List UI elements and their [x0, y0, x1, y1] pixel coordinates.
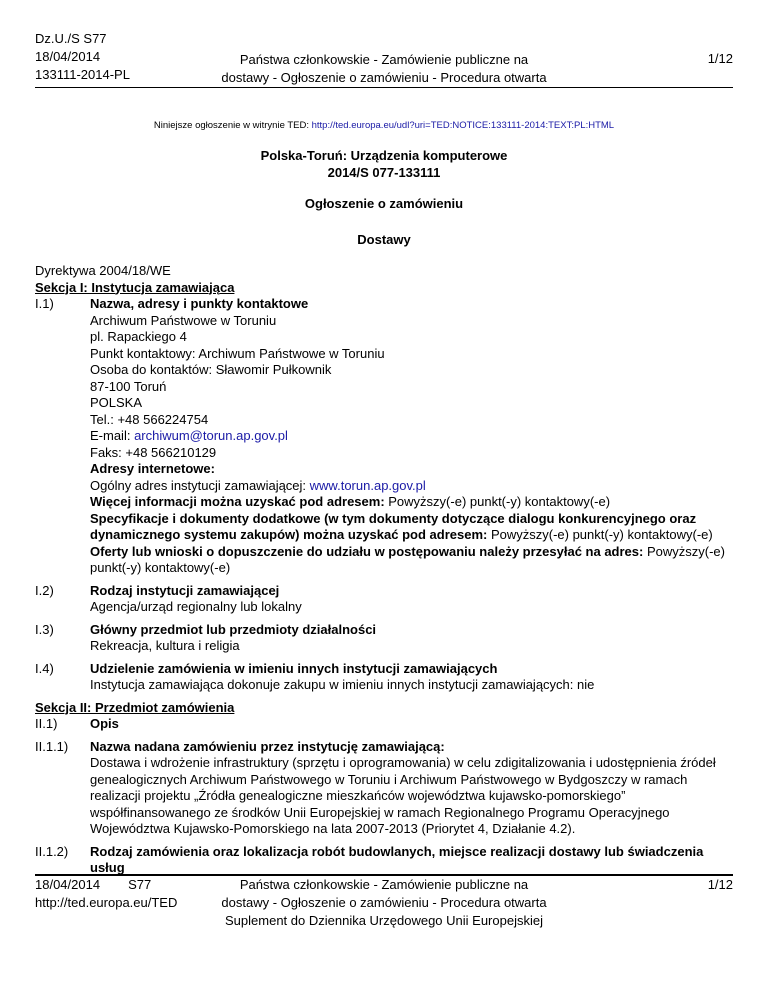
item-ii-1	[35, 716, 733, 733]
spec-label: Specyfikacje i dokumenty dodatkowe (w tym dokumenty dotyczące dialogu konkurencyjnego oraz dynamicznego systemu zakupów) można uzyskać pod adresem:	[90, 510, 697, 542]
item-i-4	[35, 661, 733, 694]
address-line: Punkt kontaktowy: Archiwum Państwowe w Toruniu	[90, 345, 385, 361]
spec-value: Powyższy(-e) punkt(-y) kontaktowy(-e)	[490, 527, 713, 542]
document-body	[35, 263, 733, 877]
item-ii-1-2	[35, 844, 733, 877]
spec-line	[90, 511, 733, 544]
footer-title-line: Suplement do Dziennika Urzędowego Unii Europejskiej	[225, 913, 543, 928]
footer-title	[35, 876, 733, 930]
item-number: I.3)	[35, 621, 54, 637]
section-1-title: Sekcja I: Instytucja zamawiająca	[35, 279, 235, 295]
more-info-value: Powyższy(-e) punkt(-y) kontaktowy(-e)	[388, 494, 611, 509]
item-number: I.1)	[35, 296, 54, 311]
title-location: Polska-Toruń: Urządzenia komputerowe	[260, 148, 508, 163]
address-line: 87-100 Toruń	[90, 378, 167, 394]
announcement-type: Ogłoszenie o zamówieniu	[304, 196, 464, 211]
offers-label: Oferty lub wnioski o dopuszczenie do udziału w postępowaniu należy przesyłać na adres:	[90, 543, 647, 559]
web-link[interactable]: www.torun.ap.gov.pl	[309, 477, 426, 493]
web-line	[90, 478, 733, 495]
address-line: Osoba do kontaktów: Sławomir Pułkownik	[90, 362, 332, 377]
address-line: POLSKA	[90, 395, 143, 410]
more-info-line	[90, 494, 733, 511]
item-number: II.1.2)	[35, 843, 69, 859]
item-number: I.4)	[35, 660, 54, 676]
item-number: II.1)	[35, 716, 58, 731]
header-journal: Dz.U./S S77	[35, 31, 107, 46]
item-i-1	[35, 296, 733, 577]
ted-notice	[0, 120, 768, 131]
header-title-line: dostawy - Ogłoszenie o zamówieniu - Procedura otwarta	[221, 70, 547, 85]
web-heading: Adresy internetowe:	[90, 461, 215, 476]
item-heading: Rodzaj instytucji zamawiającej	[90, 582, 280, 598]
item-number: I.2)	[35, 582, 54, 598]
item-ii-1-1	[35, 739, 733, 838]
item-number: II.1.1)	[35, 738, 69, 754]
item-heading: Główny przedmiot lub przedmioty działalności	[90, 621, 377, 637]
item-text: Rekreacja, kultura i religia	[90, 638, 240, 653]
item-text: Instytucja zamawiająca dokonuje zakupu w imieniu innych instytucji zamawiających: nie	[90, 677, 595, 692]
contract-type: Dostawy	[357, 232, 411, 247]
item-heading: Rodzaj zamówienia oraz lokalizacja robót budowlanych, miejsce realizacji dostawy lub świadczenia usług	[90, 843, 704, 875]
item-content	[90, 622, 733, 655]
footer-page-number: 1/12	[707, 877, 733, 892]
footer-title-line: Państwa członkowskie - Zamówienie publiczne na	[239, 877, 529, 892]
page-header	[35, 30, 733, 86]
header-divider	[35, 87, 733, 88]
ted-notice-link[interactable]: http://ted.europa.eu/udl?uri=TED:NOTICE:133111-2014:TEXT:PL:HTML	[311, 120, 615, 131]
item-heading: Nazwa, adresy i punkty kontaktowe	[90, 296, 309, 311]
item-content	[90, 739, 733, 838]
title-notice-number: 2014/S 077-133111	[327, 165, 441, 180]
header-page-number: 1/12	[707, 51, 733, 66]
email-line	[90, 428, 733, 445]
web-label: Ogólny adres instytucji zamawiającej:	[90, 477, 310, 493]
item-content	[90, 296, 733, 577]
item-heading: Opis	[90, 716, 119, 731]
offers-line	[90, 544, 733, 577]
email-label: E-mail:	[90, 428, 135, 443]
item-text: Agencja/urząd regionalny lub lokalny	[90, 599, 302, 614]
item-text: Dostawa i wdrożenie infrastruktury (sprzętu i oprogramowania) w celu zdigitalizowania i udostępnienia źródeł genealogicznych Archiwum Państwowego w Toruniu i Archiwum Państwowego w Bydgoszczy w ramach realizacji projektu „Źródła genealogiczne mieszkańców województwa kujawsko-pomorskiego” współfinansowanego ze środków Unii Europejskiej w ramach Regionalnego Programu Operacyjnego Województwa Kujawsko-Pomorskiego na lata 2007-2013 (Priorytet 4, Działanie 4.2).	[90, 755, 716, 836]
directive: Dyrektywa 2004/18/WE	[35, 263, 171, 278]
header-notice-id: 133111-2014-PL	[35, 67, 130, 82]
ted-notice-label: Niniejsze ogłoszenie w witrynie TED:	[153, 120, 312, 131]
offers-value: Powyższy(-e) punkt(-y) kontaktowy(-e)	[90, 543, 725, 575]
address-line: pl. Rapackiego 4	[90, 329, 187, 344]
item-i-3	[35, 622, 733, 655]
fax-line: Faks: +48 566210129	[90, 444, 217, 460]
item-content	[90, 661, 733, 694]
header-title	[35, 51, 733, 87]
email-link[interactable]: archiwum@torun.ap.gov.pl	[134, 428, 288, 443]
footer-issue: S77	[128, 877, 152, 892]
item-content	[90, 583, 733, 616]
item-heading: Udzielenie zamówienia w imieniu innych instytucji zamawiających	[90, 660, 498, 676]
item-i-2	[35, 583, 733, 616]
header-title-line: Państwa członkowskie - Zamówienie publiczne na	[239, 52, 529, 67]
page-footer	[35, 876, 733, 936]
footer-url: http://ted.europa.eu/TED	[35, 895, 178, 910]
item-heading: Nazwa nadana zamówieniu przez instytucję zamawiającą:	[90, 738, 445, 754]
phone-line: Tel.: +48 566224754	[90, 411, 209, 427]
header-date: 18/04/2014	[35, 49, 101, 64]
more-info-label: Więcej informacji można uzyskać pod adresem:	[90, 494, 389, 509]
address-line: Archiwum Państwowe w Toruniu	[90, 312, 277, 328]
footer-title-line: dostawy - Ogłoszenie o zamówieniu - Procedura otwarta	[221, 895, 547, 910]
footer-date: 18/04/2014	[35, 877, 101, 892]
section-2-title: Sekcja II: Przedmiot zamówienia	[35, 699, 235, 715]
document-title	[0, 147, 768, 181]
